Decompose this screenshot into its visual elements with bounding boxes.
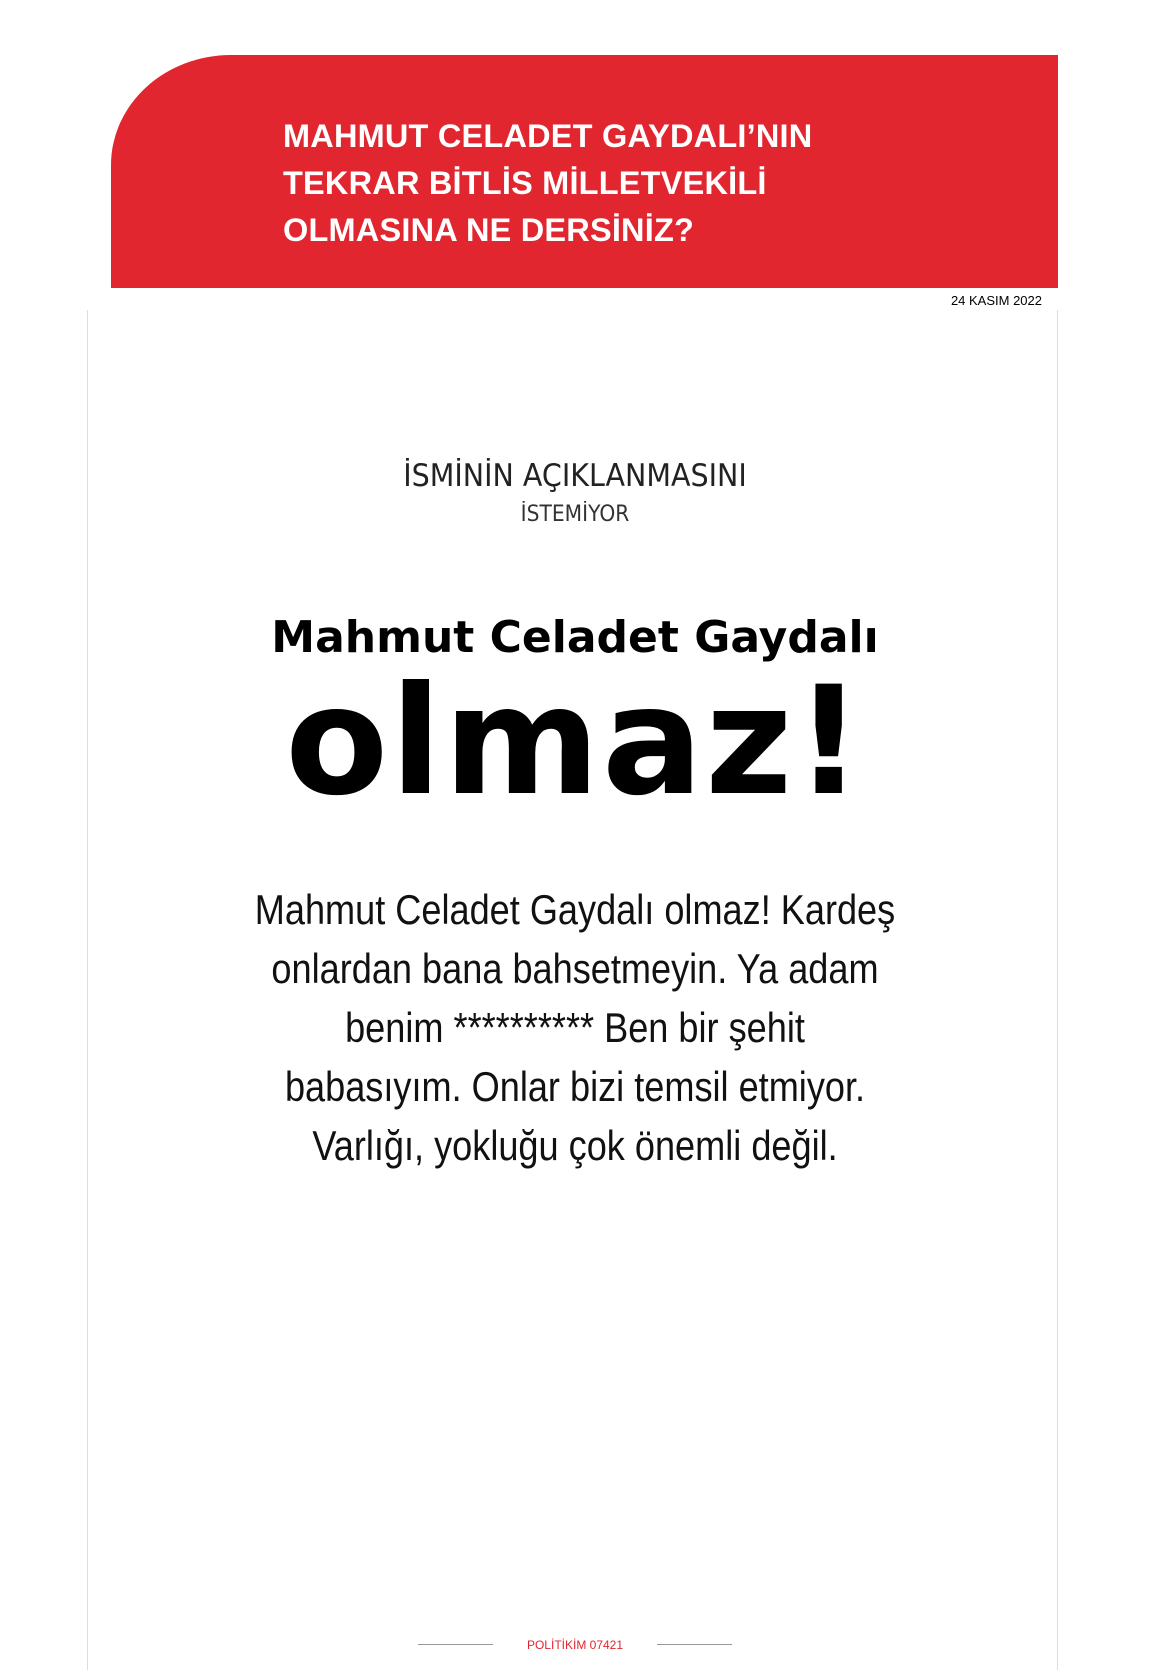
quote-text: Mahmut Celadet Gaydalı olmaz! Kardeş onlardan bana bahsetmeyin. Ya adam benim ********** Ben bir şehit babasıyım. Onlar bizi temsil etmiyor. Varlığı, yokluğu çok önemli değil. (254, 886, 896, 1169)
source-label-line2: İSTEMİYOR (520, 502, 630, 527)
page-title: MAHMUT CELADET GAYDALI’NIN TEKRAR BİTLİS MİLLETVEKİLİ OLMASINA NE DERSİNİZ? (283, 118, 813, 248)
headline-name: Mahmut Celadet Gaydalı (271, 612, 879, 663)
header-banner (111, 55, 1058, 288)
headline-verdict: olmaz! (285, 655, 865, 829)
footer-divider-right (657, 1644, 732, 1645)
footer (0, 1636, 1150, 1654)
footer-label: POLİTİKİM 07421 (526, 1637, 624, 1652)
publish-date: 24 KASIM 2022 (950, 293, 1042, 308)
source-label-line1: İSMİNİN AÇIKLANMASINI (403, 458, 747, 494)
footer-divider-left (418, 1644, 493, 1645)
